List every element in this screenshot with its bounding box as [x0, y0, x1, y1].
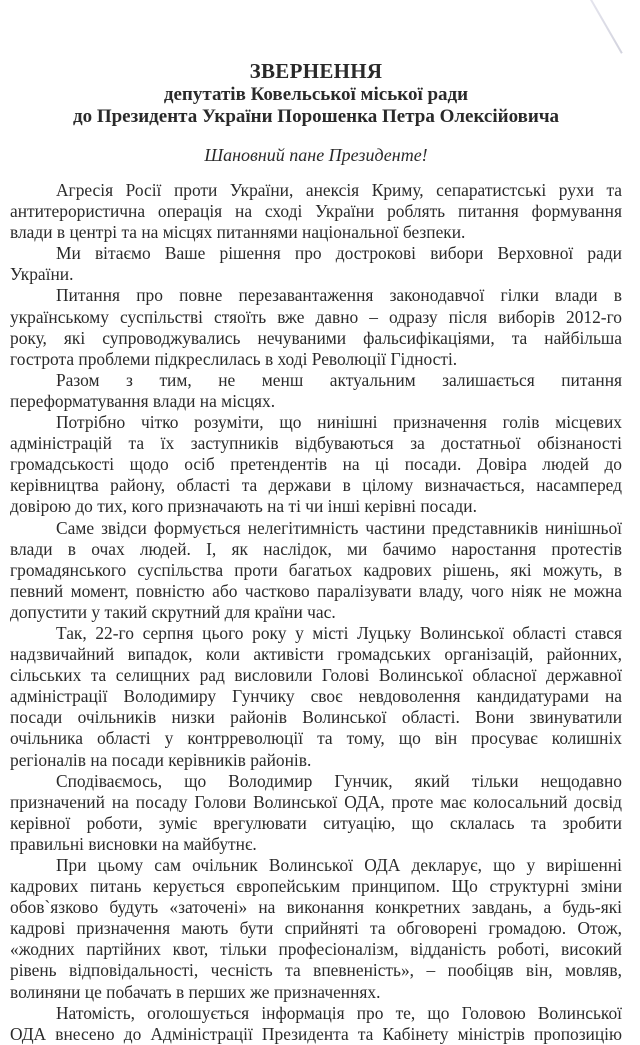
- paragraph-line: Питання про повне перезавантаження законодавчої гілки влади в: [56, 285, 622, 306]
- paragraph-line: керівництва району, області та держави в цілому визначається, насамперед: [10, 475, 622, 496]
- document-subtitle-line-2: до Президента України Порошенка Петра Олексійовича: [72, 106, 560, 127]
- paragraph-line: року, які супроводжувались нечуваними фальсифікаціями, та найбільша: [10, 327, 622, 348]
- document-subtitle-line-1: депутатів Ковельської міської ради: [163, 84, 469, 105]
- paragraph-line: адміністрації Володимиру Гунчику своє невдоволення кандидатурами на: [10, 686, 622, 707]
- paragraph-line: громадськості щодо осіб претендентів на ці посади. Довіра людей до: [10, 454, 622, 475]
- paragraph-line: Саме звідси формується нелегітимність частини представників нинішньої: [56, 517, 622, 538]
- scan-artifact: [590, 0, 623, 54]
- paragraph-line: Ми вітаємо Ваше рішення про дострокові вибори Верховної ради: [56, 243, 622, 264]
- paragraph-line: регіоналів на посади керівників районів.: [10, 749, 312, 770]
- paragraph-line: правильні висновки на майбутнє.: [10, 833, 257, 854]
- paragraph-line: сільських та селищних рад висловили Голові Волинської обласної державної: [10, 665, 622, 686]
- paragraph: [10, 370, 622, 412]
- paragraph-line: «жодних партійних квот, тільки професіоналізм, відданість роботі, високий: [10, 939, 622, 960]
- paragraph-line: адміністрацій та їх заступників відбуваються за достатньої обізнаності: [10, 433, 622, 454]
- paragraph-line: влади в центрі та на місцях питаннями національної безпеки.: [10, 222, 466, 243]
- paragraph-line: гострота проблеми підкреслилась в ході Революції Гідності.: [10, 348, 458, 369]
- paragraph-line: переформатування влади на місцях.: [10, 390, 276, 411]
- paragraph: [10, 623, 622, 771]
- paragraph: [10, 285, 622, 369]
- paragraph: [10, 518, 622, 623]
- paragraph: [10, 855, 622, 1003]
- paragraph: [10, 771, 622, 855]
- document-title: ЗВЕРНЕННЯ: [249, 59, 383, 83]
- paragraph-line: керівної роботи, зуміє врегулювати ситуацію, що склалась та зробити: [10, 812, 622, 833]
- paragraph-line: кадрових питань керується європейським принципом. Що структурні зміни: [10, 876, 622, 897]
- paragraph-line: очільника області у контрреволюції та тому, що він просуває колишніх: [10, 728, 622, 749]
- paragraph-line: України.: [10, 264, 74, 285]
- paragraph-line: Агресія Росії проти України, анексія Криму, сепаратистські рухи та: [56, 180, 622, 200]
- paragraph-line: Натомість, оголошується інформація про те, що Головою Волинської: [56, 1002, 622, 1023]
- paragraph: [10, 412, 622, 517]
- paragraph-line: влади в очах людей. І, як наслідок, ми бачимо наростання протестів: [10, 538, 622, 559]
- paragraph-line: антитерористична операція на сході України роблять питання формування: [10, 201, 622, 222]
- paragraph-line: певний момент, повністю або частково паралізувати владу, чого ніяк не можна: [10, 580, 622, 601]
- paragraph-line: волиняни це побачать в перших же призначеннях.: [10, 981, 381, 1002]
- paragraph-line: посади очільників низки районів Волинської області. Вони звинуватили: [10, 707, 622, 728]
- paragraph-line: ОДА внесено до Адміністрації Президента та Кабінету міністрів пропозицію: [10, 1023, 622, 1044]
- paragraph-line: громадянського суспільства проти багатьох кадрових рішень, які можуть, в: [10, 559, 622, 580]
- paragraph-line: Потрібно чітко розуміти, що нинішні призначення голів місцевих: [56, 412, 622, 433]
- paragraph: [10, 243, 622, 285]
- paragraph-line: Разом з тим, не менш актуальним залишається питання: [56, 369, 622, 390]
- paragraph-line: кадрові призначення мають бути сприйняті та обговорені громадою. Отож,: [10, 918, 622, 939]
- paragraph-line: рівень відповідальності, чесність та впевненість», – пообіцяв він, мовляв,: [10, 960, 622, 981]
- paragraph-line: довірою до тих, кого призначають на ті чи інші керівні посади.: [10, 496, 477, 517]
- paragraph-line: українському суспільстві стяоїть вже давно – одразу після виборів 2012-го: [10, 306, 622, 327]
- paragraph-line: надзвичайний випадок, коли активісти громадських організацій, районних,: [10, 644, 622, 665]
- paragraph-line: Сподіваємось, що Володимир Гунчик, який тільки нещодавно: [56, 770, 622, 791]
- document-body: [10, 180, 622, 1045]
- paragraph: [10, 1003, 622, 1045]
- paragraph: [10, 180, 622, 243]
- paragraph-line: Так, 22-го серпня цього року у місті Луцьку Волинської області стався: [56, 622, 622, 643]
- paragraph-line: допустити у такий скрутний для країни час.: [10, 601, 336, 622]
- paragraph-line: призначений на посаду Голови Волинської ОДА, проте має колосальний досвід: [10, 791, 622, 812]
- paragraph-line: обов`язково будуть «заточені» на виконання конкретних завдань, а будь-які: [10, 897, 622, 918]
- paragraph-line: При цьому сам очільник Волинської ОДА декларує, що у вирішенні: [56, 855, 622, 875]
- salutation: Шановний пане Президенте!: [204, 145, 428, 165]
